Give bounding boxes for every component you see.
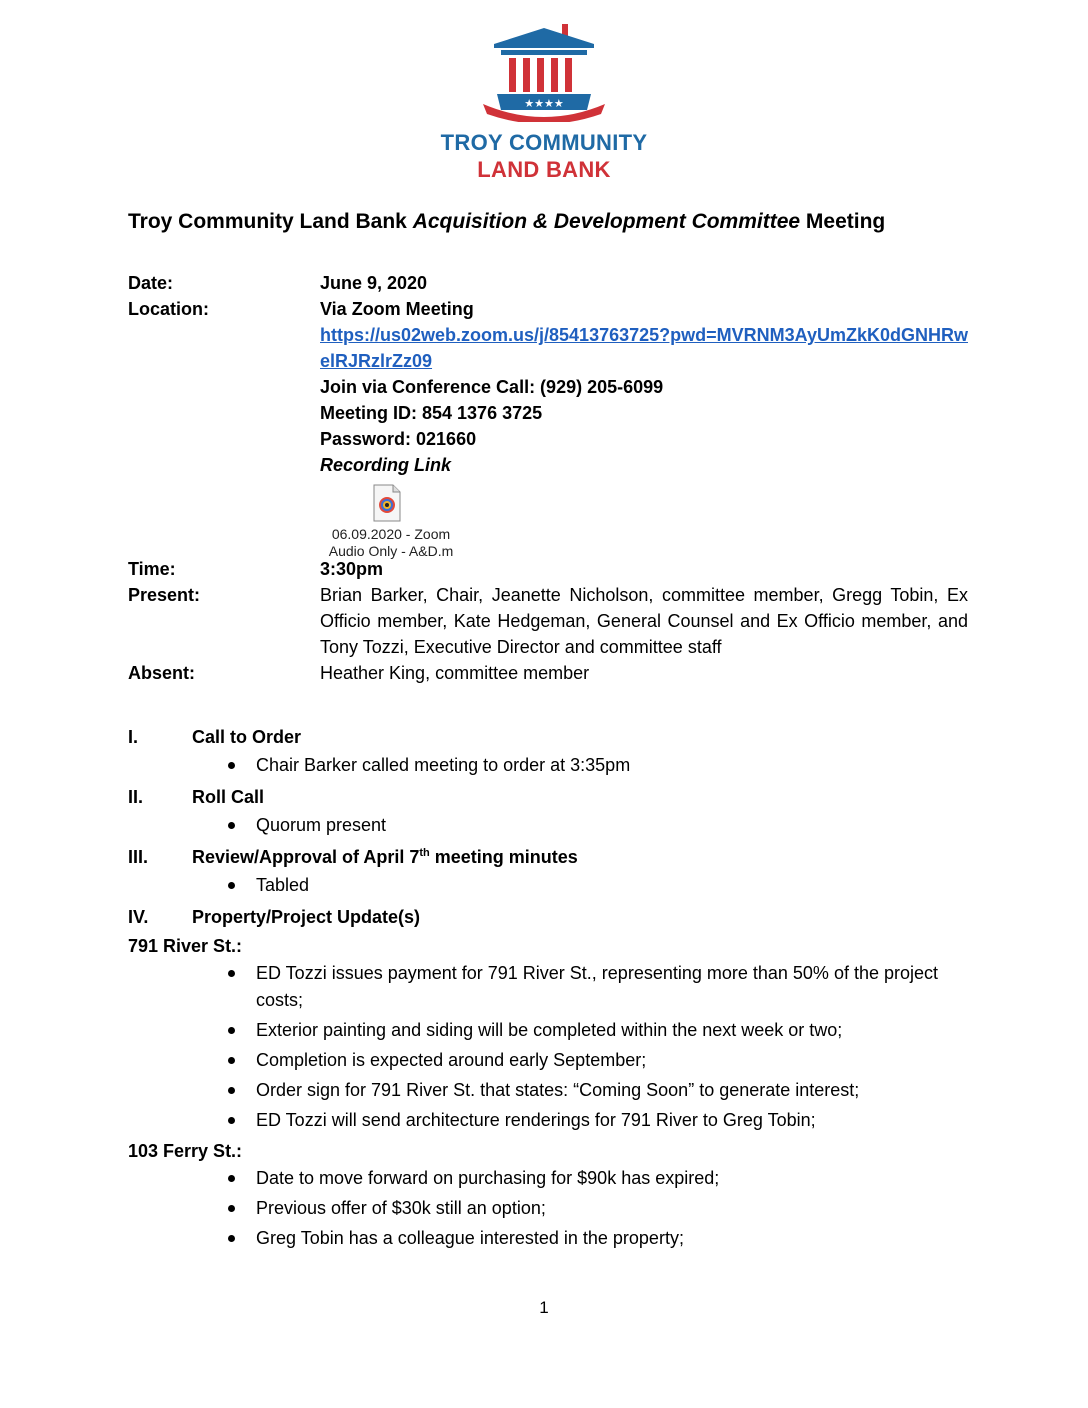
location-value: Via Zoom Meeting: [320, 299, 474, 319]
agenda-sections: [128, 722, 968, 1255]
attachment-name-line2: Audio Only - A&D.m: [328, 543, 454, 559]
bullet-icon: [228, 1087, 235, 1094]
title-committee: Acquisition & Development Committee: [412, 210, 801, 233]
page-number: 1: [539, 1298, 549, 1317]
ferry-st-heading: 103 Ferry St.:: [128, 1140, 243, 1161]
list-item-text: Date to move forward on purchasing for $90k has expired;: [256, 1168, 720, 1188]
river-st-list: [128, 960, 968, 1134]
zoom-link[interactable]: https://us02web.zoom.us/j/85413763725?pwd=MVRNM3AyUmZkK0dGNHRwelRJRzlrZz09: [320, 325, 968, 371]
list-item-text: ED Tozzi will send architecture renderings for 791 River to Greg Tobin;: [256, 1110, 816, 1130]
section-number: IV.: [128, 906, 149, 927]
title-part1: Troy Community Land Bank: [128, 210, 413, 233]
list-item-text: Previous offer of $30k still an option;: [256, 1198, 546, 1218]
recording-attachment[interactable]: [320, 478, 968, 559]
section-project-updates: [128, 902, 968, 932]
bullet-icon: [228, 1027, 235, 1034]
logo-text-line1: TROY COMMUNITY: [440, 130, 648, 155]
location-label: Location:: [128, 299, 209, 319]
list-item-text: Chair Barker called meeting to order at 3:35pm: [256, 755, 631, 775]
meeting-info: [128, 270, 968, 686]
absent-value: Heather King, committee member: [320, 663, 590, 683]
list-item: [128, 960, 968, 1014]
list-item: [128, 872, 968, 899]
section-call-to-order: [128, 722, 968, 752]
section-number: II.: [128, 786, 144, 807]
list-item-text: Greg Tobin has a colleague interested in the property;: [256, 1228, 684, 1248]
bullet-icon: [228, 1205, 235, 1212]
ferry-st-list: [128, 1165, 968, 1252]
list-item-text: Quorum present: [256, 815, 387, 835]
bullet-icon: [228, 822, 235, 829]
password: Password: 021660: [320, 429, 477, 449]
title-part3: Meeting: [800, 210, 886, 233]
section-title: Property/Project Update(s): [192, 906, 421, 927]
list-item: [128, 1195, 968, 1222]
date-value: June 9, 2020: [320, 273, 428, 293]
section-roll-call: [128, 782, 968, 812]
svg-text:★★★★: ★★★★: [524, 97, 564, 110]
logo-text-line2: LAND BANK: [477, 157, 611, 182]
ordinal-suffix: th: [419, 846, 430, 859]
recording-link-label: Recording Link: [320, 455, 452, 475]
section-number: I.: [128, 726, 139, 747]
list-item: [128, 1017, 968, 1044]
bullet-icon: [228, 1057, 235, 1064]
section-title: Roll Call: [192, 786, 265, 807]
section-title-part: meeting minutes: [429, 846, 578, 867]
list-item-text: ED Tozzi issues payment for 791 River St., representing more than 50% of the project costs;: [256, 963, 939, 1010]
present-label: Present:: [128, 585, 201, 605]
list-item: [128, 812, 968, 839]
time-value: 3:30pm: [320, 559, 384, 579]
bullet-icon: [228, 882, 235, 889]
list-item: [128, 752, 968, 779]
list-item: [128, 1077, 968, 1104]
capitol-hat-icon: [479, 22, 609, 122]
bullet-icon: [228, 1235, 235, 1242]
section-title-part: Review/Approval of April 7: [192, 846, 420, 867]
list-item-text: Exterior painting and siding will be completed within the next week or two;: [256, 1020, 843, 1040]
section-title: [192, 847, 578, 868]
document-title: [128, 210, 885, 234]
date-label: Date:: [128, 273, 174, 293]
bullet-icon: [228, 762, 235, 769]
audio-file-icon[interactable]: [372, 484, 402, 522]
present-value: Brian Barker, Chair, Jeanette Nicholson, committee member, Gregg Tobin, Ex Officio member, Kate Hedgeman, General Counsel and Ex Officio member, and Tony Tozzi, Executive Director and committee staff: [320, 585, 968, 657]
list-item: [128, 1107, 968, 1134]
conference-call: Join via Conference Call: (929) 205-6099: [320, 377, 664, 397]
list-item: [128, 1165, 968, 1192]
absent-label: Absent:: [128, 663, 195, 683]
list-item-text: Tabled: [256, 875, 310, 895]
list-item: [128, 1225, 968, 1252]
list-item-text: Order sign for 791 River St. that states: “Coming Soon” to generate interest;: [256, 1080, 860, 1100]
attachment-name-line1: 06.09.2020 - Zoom: [331, 526, 451, 542]
bullet-icon: [228, 970, 235, 977]
land-bank-logo: [434, 22, 654, 182]
list-item: [128, 1047, 968, 1074]
time-label: Time:: [128, 559, 176, 579]
list-item-text: Completion is expected around early September;: [256, 1050, 647, 1070]
bullet-icon: [228, 1117, 235, 1124]
meeting-id: Meeting ID: 854 1376 3725: [320, 403, 543, 423]
section-title: Call to Order: [192, 726, 302, 747]
section-minutes-approval: [128, 842, 968, 872]
river-st-heading: 791 River St.:: [128, 935, 243, 956]
bullet-icon: [228, 1175, 235, 1182]
section-number: III.: [128, 846, 149, 867]
